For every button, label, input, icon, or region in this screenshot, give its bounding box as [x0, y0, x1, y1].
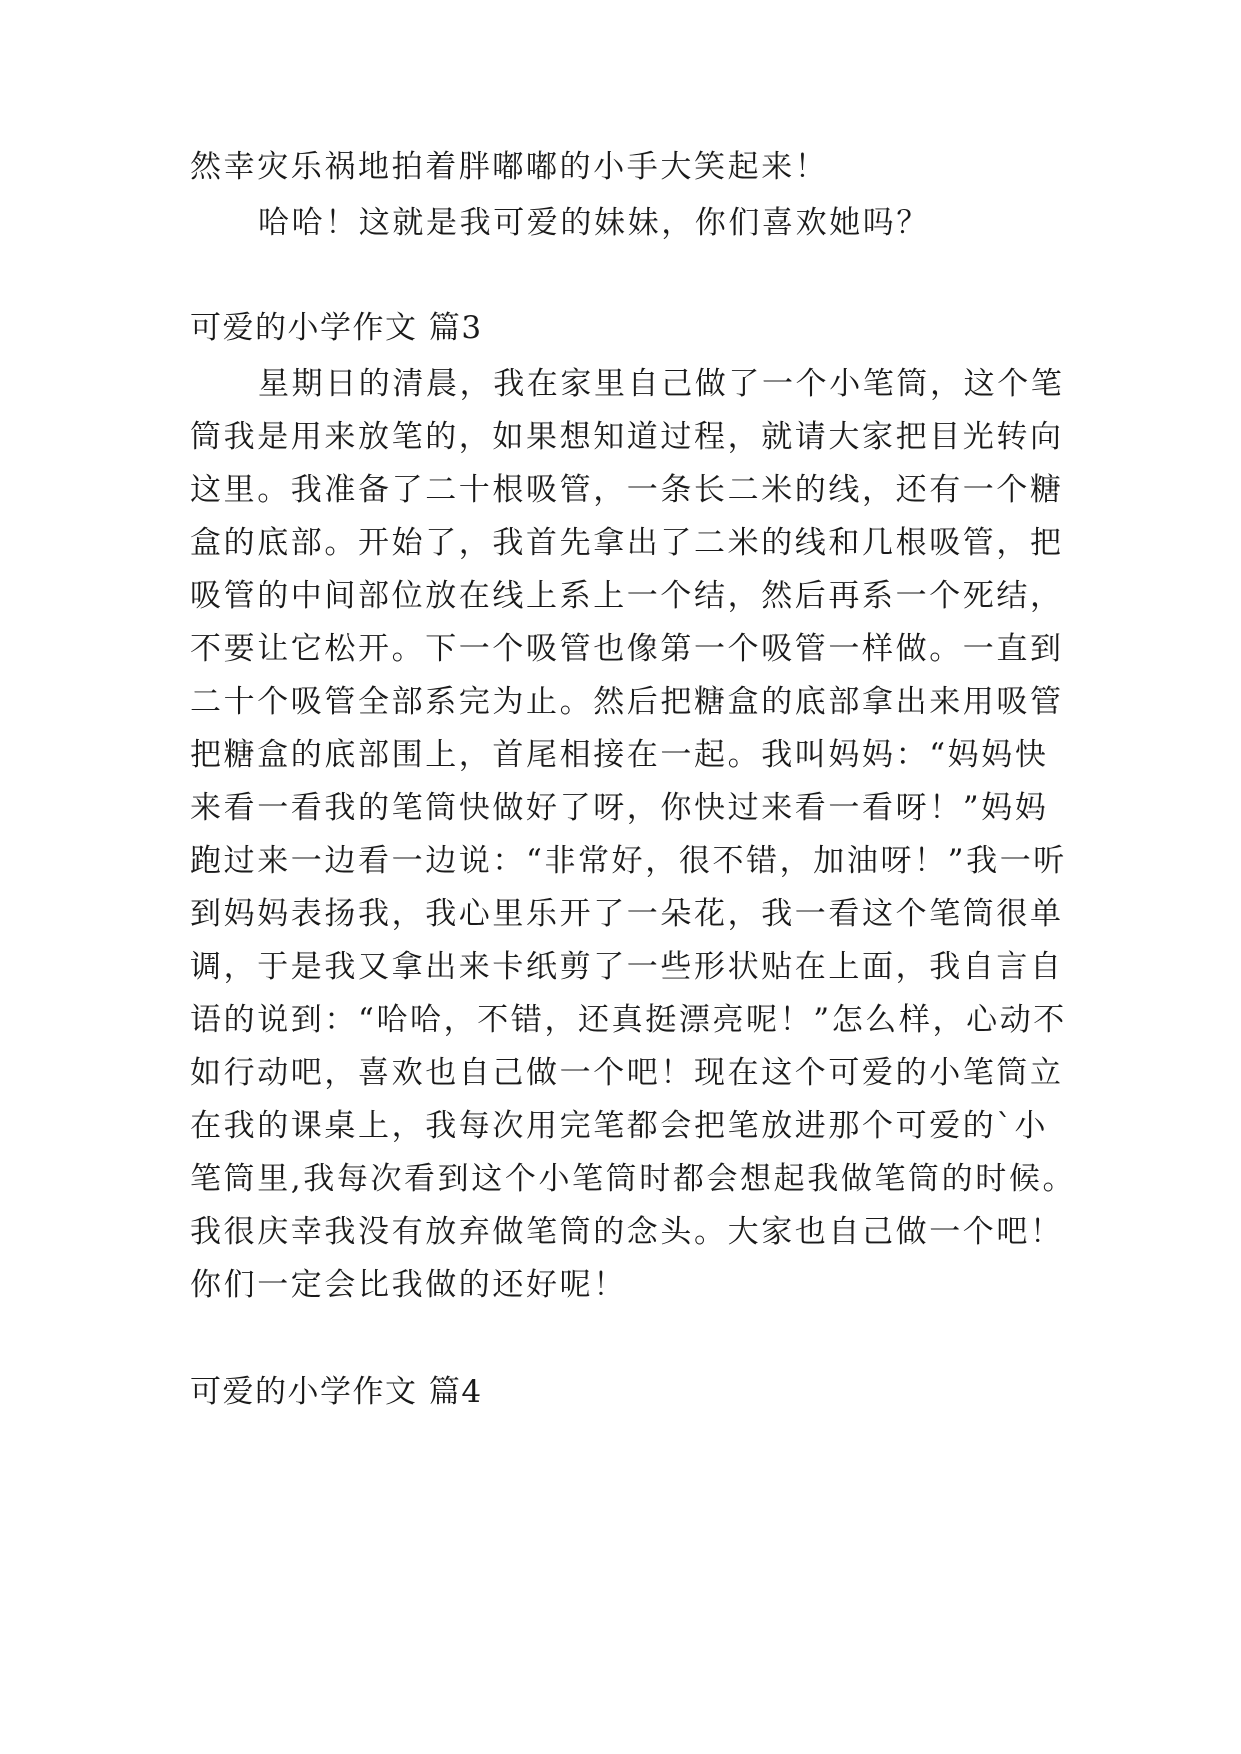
- paragraph-line: 你们一定会比我做的还好呢！: [190, 1267, 627, 1303]
- paragraph-line: 跑过来一边看一边说：“非常好，很不错，加油呀！”我一听: [190, 843, 1067, 879]
- paragraph-line: 二十个吸管全部系完为止。然后把糖盒的底部拿出来用吸管: [190, 684, 1064, 720]
- paragraph-line: 如行动吧，喜欢也自己做一个吧！现在这个可爱的小笔筒立: [190, 1055, 1064, 1091]
- section-heading: 可爱的小学作文 篇4: [190, 1374, 483, 1410]
- paragraph-line: 不要让它松开。下一个吸管也像第一个吸管一样做。一直到: [190, 631, 1064, 667]
- paragraph-line: 把糖盒的底部围上，首尾相接在一起。我叫妈妈：“妈妈快: [190, 737, 1049, 773]
- paragraph-line: 星期日的清晨，我在家里自己做了一个小笔筒，这个笔: [258, 366, 1065, 402]
- paragraph-line: 吸管的中间部位放在线上系上一个结，然后再系一个死结，: [190, 578, 1064, 614]
- paragraph-line: 哈哈！这就是我可爱的妹妹，你们喜欢她吗？: [258, 205, 930, 241]
- paragraph-line: 我很庆幸我没有放弃做笔筒的念头。大家也自己做一个吧！: [190, 1214, 1064, 1250]
- paragraph-line: 筒我是用来放笔的，如果想知道过程，就请大家把目光转向: [190, 419, 1064, 455]
- paragraph-line: 然幸灾乐祸地拍着胖嘟嘟的小手大笑起来！: [190, 149, 829, 185]
- paragraph-line: 来看一看我的笔筒快做好了呀，你快过来看一看呀！”妈妈: [190, 790, 1049, 826]
- paragraph-line: 笔筒里,我每次看到这个小笔筒时都会想起我做笔筒的时候。: [190, 1161, 1077, 1197]
- paragraph-line: 盒的底部。开始了，我首先拿出了二米的线和几根吸管，把: [190, 525, 1064, 561]
- paragraph-line: 调，于是我又拿出来卡纸剪了一些形状贴在上面，我自言自: [190, 949, 1064, 985]
- paragraph-line: 这里。我准备了二十根吸管，一条长二米的线，还有一个糖: [190, 472, 1064, 508]
- paragraph-line: 语的说到：“哈哈，不错，还真挺漂亮呢！”怎么样，心动不: [190, 1002, 1067, 1038]
- paragraph-line: 在我的课桌上，我每次用完笔都会把笔放进那个可爱的`小: [190, 1108, 1049, 1144]
- paragraph-line: 到妈妈表扬我，我心里乐开了一朵花，我一看这个笔筒很单: [190, 896, 1064, 932]
- section-heading: 可爱的小学作文 篇3: [190, 310, 483, 346]
